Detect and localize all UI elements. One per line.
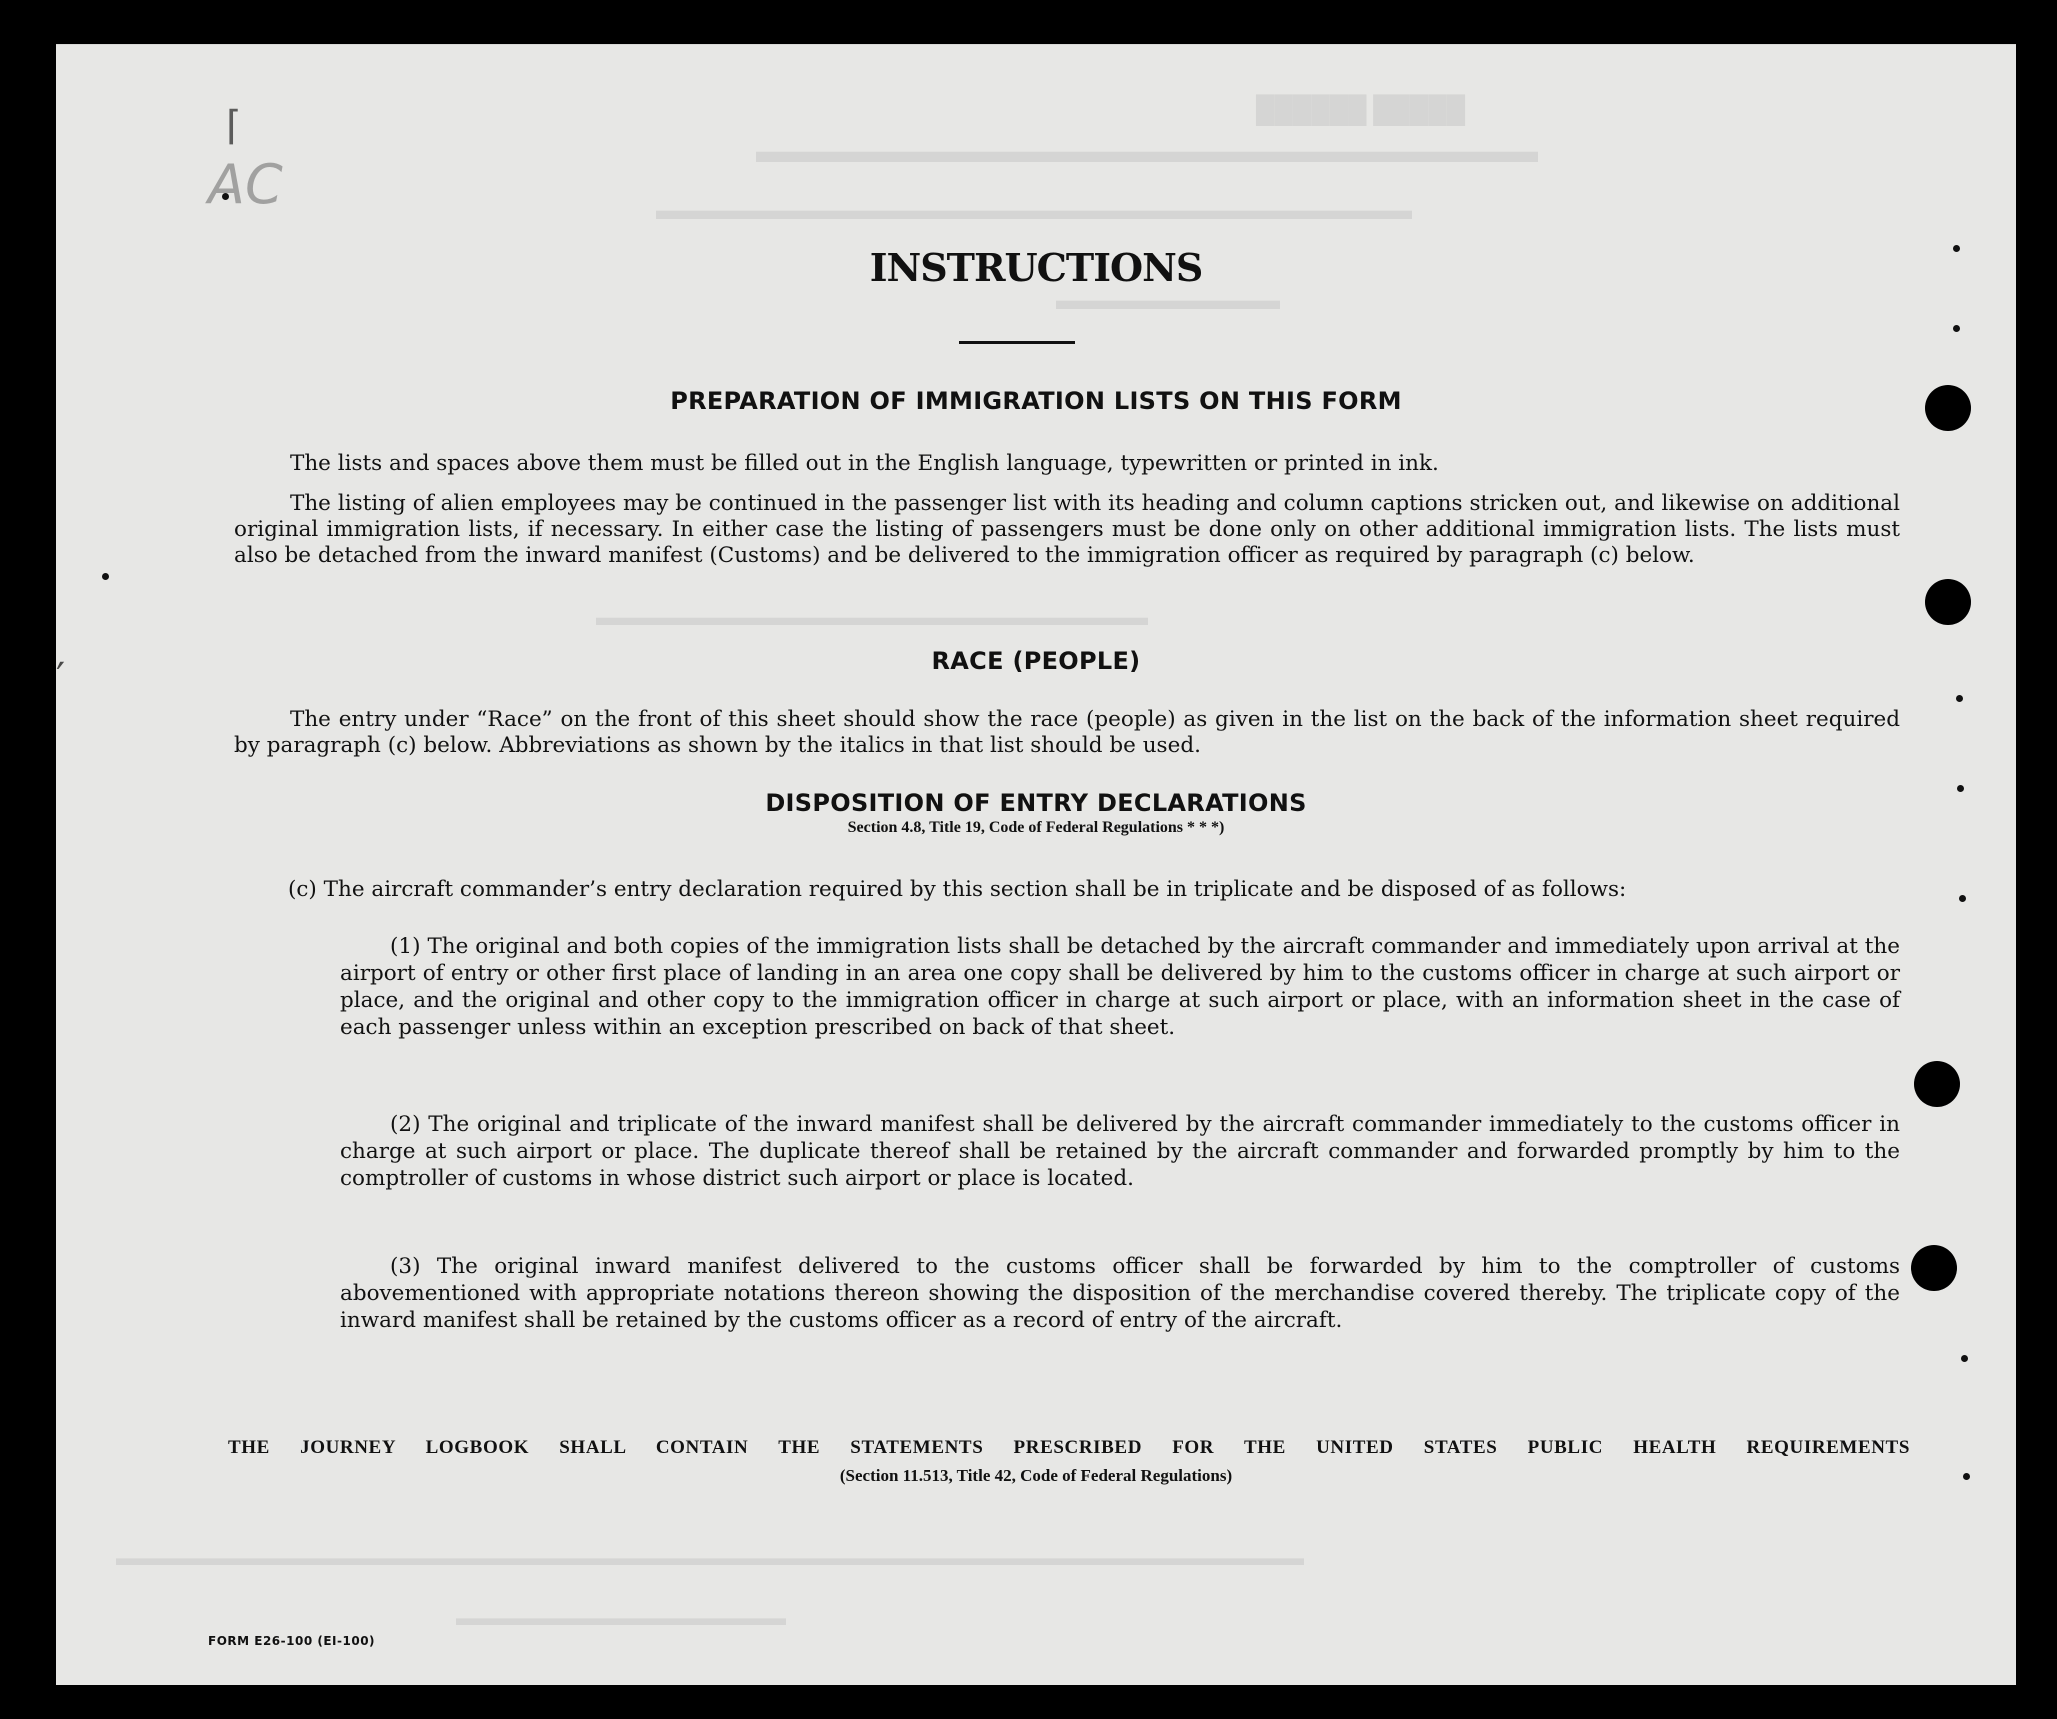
scanned-document-page <box>56 44 2016 1685</box>
item-body: The original and triplicate of the inward manifest shall be delivered by the aircraft commander immediately to the customs officer in charge at such airport or place. The duplicate thereof shall be retained by the aircraft commander and forwarded promptly by him to the comptroller of customs in whose district such airport or place is located. <box>340 1112 1900 1191</box>
form-identifier: FORM E26-100 (EI-100) <box>208 1634 376 1648</box>
item-number: (1) <box>390 934 421 959</box>
footer-citation: (Section 11.513, Title 42, Code of Federal Regulations) <box>839 1466 1233 1485</box>
item-number: (2) <box>390 1112 421 1137</box>
disposition-item-text <box>340 1253 1900 1334</box>
section-subheading-disposition: Section 4.8, Title 19, Code of Federal Regulations * * *) <box>847 819 1225 836</box>
pencil-tick: ′ <box>56 655 66 701</box>
preparation-paragraph-1: The lists and spaces above them must be filled out in the English language, typewritten or printed in ink. <box>290 451 1439 476</box>
section-heading-race: RACE (PEOPLE) <box>931 647 1141 675</box>
handwritten-mark: AC <box>208 153 283 216</box>
bleed-through-layer: █████ ██████ ▬▬▬▬▬▬▬▬▬▬▬▬▬▬▬▬▬▬▬▬▬▬▬ ▬▬▬▬▬▬▬▬▬▬▬▬▬▬▬▬▬▬▬▬▬▬▬▬▬▬▬ ▬▬▬▬▬▬▬▬ ▬▬▬▬▬▬▬▬▬▬▬▬▬▬▬▬▬▬▬▬▬▬▬ ▬▬▬▬▬▬▬▬▬▬▬▬▬▬▬▬▬▬▬▬▬▬▬▬▬▬▬▬▬▬▬▬▬▬▬▬▬▬▬▬▬▬▬▬▬▬▬▬▬▬▬▬▬▬ ▬▬▬▬▬▬▬▬▬▬▬▬▬▬▬ <box>116 95 1538 1630</box>
item-body: The original inward manifest delivered to the customs officer shall be forwarded by him to the comptroller of customs abovementioned with appropriate notations thereon showing the disposition of the merchandise covered thereby. The triplicate copy of the inward manifest shall be retained by the customs officer as a record of entry of the aircraft. <box>340 1254 1900 1333</box>
instructions-content <box>56 45 2016 1685</box>
preparation-paragraph-2: The listing of alien employees may be continued in the passenger list with its heading and column captions stricken out, and likewise on additional original immigration lists, if necessary. In either case the listing of passengers must be done only on other additional immigration lists. The lists must also be detached from the inward manifest (Customs) and be delivered to the immigration officer as required by paragraph (c) below. <box>234 491 1900 568</box>
item-number: (3) <box>390 1254 421 1279</box>
item-body: The original and both copies of the immigration lists shall be detached by the aircraft commander and immediately upon arrival at the airport of entry or other first place of landing in an area one copy shall be delivered by him to the customs officer in charge at such airport or place, and the original and other copy to the immigration officer in charge at such airport or place, with an information sheet in the case of each passenger unless within an exception prescribed on back of that sheet. <box>340 934 1900 1040</box>
section-heading-preparation: PREPARATION OF IMMIGRATION LISTS ON THIS FORM <box>670 387 1402 415</box>
disposition-intro: (c) The aircraft commander’s entry declaration required by this section shall be in triplicate and be disposed of as follows: <box>288 877 1627 902</box>
page-title: INSTRUCTIONS <box>869 245 1203 290</box>
race-paragraph: The entry under “Race” on the front of this sheet should show the race (people) as given in the list on the back of the information sheet required by paragraph (c) below. Abbreviations as shown by the italics in that list should be used. <box>234 707 1900 758</box>
title-underline <box>959 341 1075 344</box>
footer-statement: THE JOURNEY LOGBOOK SHALL CONTAIN THE STATEMENTS PRESCRIBED FOR THE UNITED STATES PUBLIC HEALTH REQUIREMENTS <box>228 1437 1910 1458</box>
disposition-item-text <box>340 933 1900 1041</box>
section-heading-disposition: DISPOSITION OF ENTRY DECLARATIONS <box>765 789 1307 817</box>
pencil-tick: ⌈ <box>226 103 242 149</box>
disposition-item-text <box>340 1111 1900 1192</box>
